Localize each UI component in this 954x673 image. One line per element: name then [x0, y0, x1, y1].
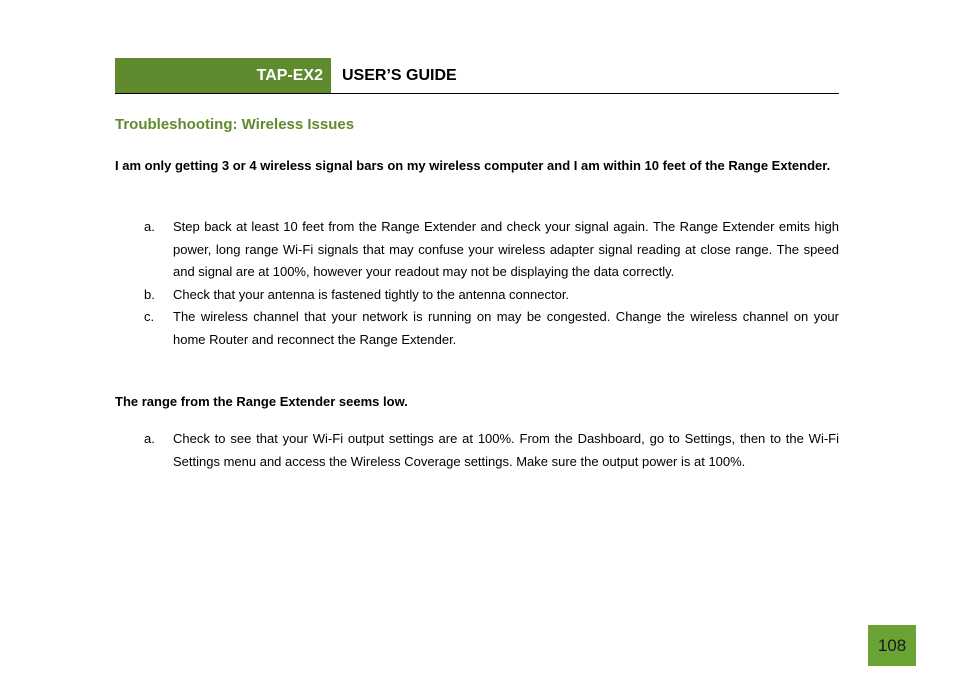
guide-title: USER’S GUIDE — [342, 67, 457, 84]
page-number: 108 — [868, 625, 916, 666]
list-marker: c. — [144, 309, 155, 324]
list-item — [144, 428, 839, 473]
product-name: TAP-EX2 — [115, 58, 331, 93]
page-header — [115, 58, 839, 94]
list-item — [144, 284, 839, 307]
list-marker: b. — [144, 286, 155, 302]
list-item — [144, 216, 839, 284]
faq-answer-list-2 — [144, 428, 839, 473]
list-marker: a. — [144, 431, 155, 446]
faq-answer-list-1 — [144, 216, 839, 351]
list-item-text: Step back at least 10 feet from the Range Extender and check your signal again. The Range Extender emits high power, long range Wi-Fi signals that may confuse your wireless adapter signal reading at close range. The speed and signal are at 100%, however your readout may not be displaying the data correctly. — [173, 219, 839, 279]
list-item-text: Check to see that your Wi-Fi output settings are at 100%. From the Dashboard, go to Settings, then to the Wi-Fi Settings menu and access the Wireless Coverage settings. Make sure the output power is at 100%. — [173, 431, 839, 469]
list-item-text: Check that your antenna is fastened tightly to the antenna connector. — [173, 286, 570, 302]
list-item — [144, 306, 839, 351]
faq-question-1: I am only getting 3 or 4 wireless signal bars on my wireless computer and I am within 10 feet of the Range Extender. — [115, 158, 831, 173]
faq-question-2: The range from the Range Extender seems low. — [115, 394, 408, 409]
list-marker: a. — [144, 219, 155, 234]
list-item-text: The wireless channel that your network is running on may be congested. Change the wireless channel on your home Router and reconnect the Range Extender. — [173, 309, 839, 347]
section-title: Troubleshooting: Wireless Issues — [115, 116, 355, 133]
